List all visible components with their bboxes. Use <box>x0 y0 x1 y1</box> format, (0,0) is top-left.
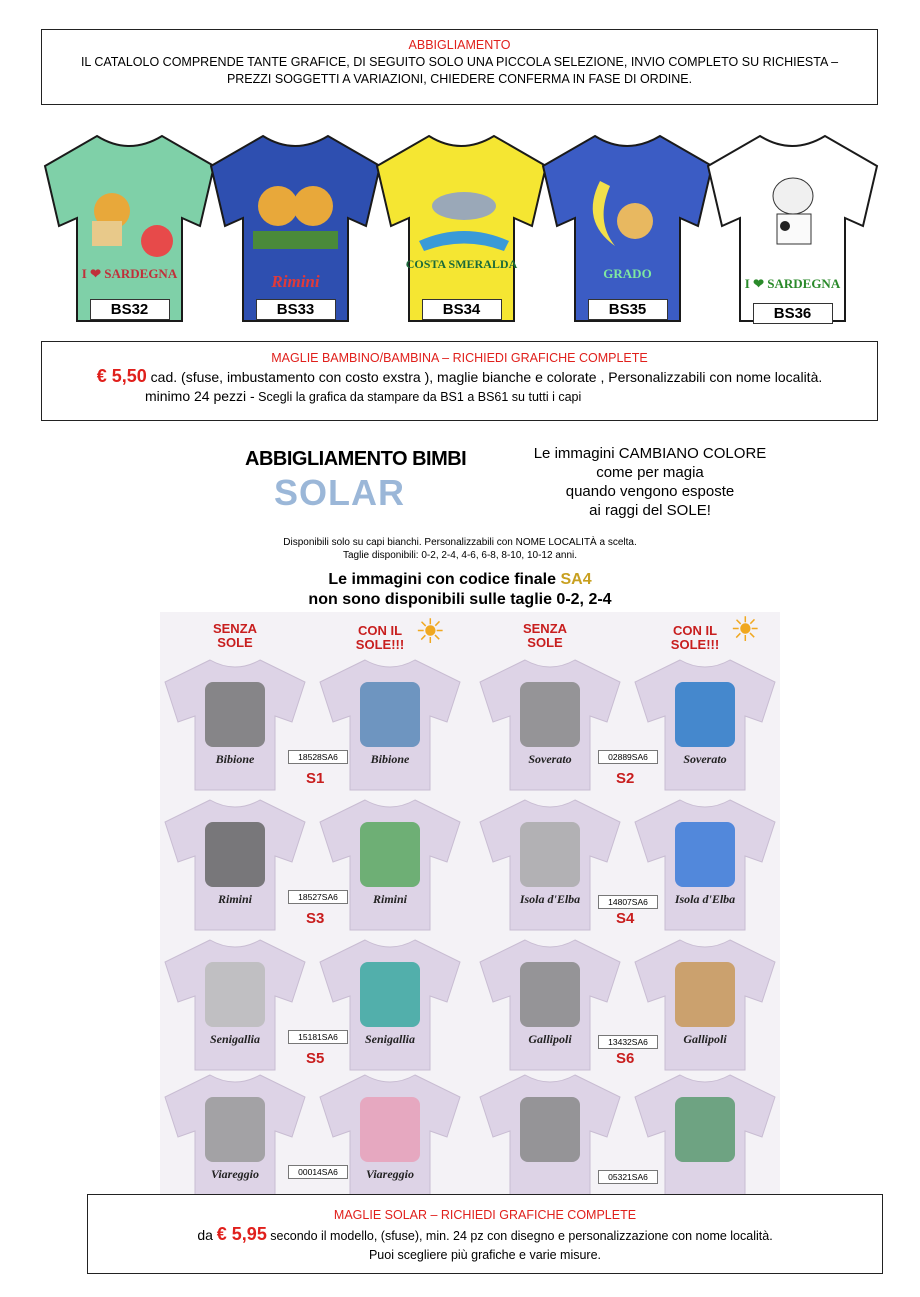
con-sole-label-2: CON IL SOLE!!! <box>670 623 720 652</box>
tshirt-icon <box>374 126 549 326</box>
shirt-print-text: Rimini <box>271 272 320 291</box>
place-name: Rimini <box>217 892 252 906</box>
shirt-code: BS35 <box>588 299 668 320</box>
tshirt-icon <box>160 932 310 1072</box>
sa4-notice <box>220 570 700 610</box>
design-number: S1 <box>306 770 325 787</box>
sun-icon: ☀ <box>415 613 446 651</box>
design-code: 18527SA6 <box>288 890 348 904</box>
price-line-1 <box>88 1225 882 1246</box>
design-code: 05321SA6 <box>598 1170 658 1184</box>
solar-availability <box>220 536 700 562</box>
solar-tshirt[interactable] <box>475 792 625 932</box>
solar-tshirt[interactable] <box>160 652 310 792</box>
place-name: Isola d'Elba <box>519 892 581 906</box>
availability-line-1: Disponibili solo su capi bianchi. Personalizzabili con NOME LOCALITÀ a scelta. <box>283 537 637 548</box>
catalog-notice-box <box>41 29 878 105</box>
price-box-title: MAGLIE SOLAR – RICHIEDI GRAFICHE COMPLETE <box>333 1208 637 1222</box>
tshirt-icon <box>630 652 780 792</box>
senza-sole-label-2: SENZA SOLE <box>522 621 568 650</box>
place-name: Soverato <box>528 752 572 766</box>
shirt-code: BS33 <box>256 299 336 320</box>
price-line-2 <box>42 387 877 406</box>
shirt-bs35[interactable] <box>540 126 715 326</box>
place-name: Gallipoli <box>683 1032 727 1046</box>
sa4-line-1 <box>220 570 700 590</box>
tshirt-icon <box>540 126 715 326</box>
solar-tshirt[interactable] <box>315 1067 465 1207</box>
solar-price-box <box>87 1194 883 1274</box>
tshirt-icon <box>315 652 465 792</box>
place-name: Senigallia <box>364 1032 415 1046</box>
design-code: 15181SA6 <box>288 1030 348 1044</box>
solar-tshirt[interactable] <box>315 652 465 792</box>
solar-tshirt[interactable] <box>160 932 310 1072</box>
solar-shirt-grid <box>160 612 780 1194</box>
place-name: Bibione <box>370 752 410 766</box>
solar-tshirt[interactable] <box>160 1067 310 1207</box>
design-number: S2 <box>616 770 635 787</box>
shirt-print-text: I ❤ SARDEGNA <box>744 276 841 291</box>
tshirt-icon <box>630 1067 780 1207</box>
solar-tshirt[interactable] <box>160 792 310 932</box>
price-details: cad. (sfuse, imbustamento con costo exstra ), maglie bianche e colorate , Personalizzabili con nome località. <box>146 369 823 385</box>
section-title: ABBIGLIAMENTO <box>408 38 511 52</box>
solar-tagline <box>500 444 800 520</box>
place-name: Viareggio <box>365 1167 414 1181</box>
tshirt-icon <box>475 932 625 1072</box>
place-name: Senigallia <box>209 1032 260 1046</box>
solar-wordmark: SOLAR <box>274 472 405 513</box>
tshirt-icon <box>630 792 780 932</box>
shirt-print-text: GRADO <box>603 266 652 281</box>
price-prefix: da <box>197 1227 217 1243</box>
shirt-bs32[interactable] <box>42 126 217 326</box>
tshirt-icon <box>160 1067 310 1207</box>
design-code: 14807SA6 <box>598 895 658 909</box>
tagline-line-2: come per magia <box>596 464 704 481</box>
con-sole-label-1: CON IL SOLE!!! <box>355 623 405 652</box>
design-number: S6 <box>616 1050 635 1067</box>
tshirt-icon <box>160 652 310 792</box>
design-number: S5 <box>306 1050 325 1067</box>
design-number: S3 <box>306 910 325 927</box>
place-name: Gallipoli <box>528 1032 572 1046</box>
minimum-order: minimo 24 pezzi - <box>145 388 255 404</box>
shirt-code: BS36 <box>753 303 833 324</box>
price-value: € 5,50 <box>96 366 147 386</box>
shirt-code: BS34 <box>422 299 502 320</box>
tshirt-icon <box>630 932 780 1072</box>
design-code: 13432SA6 <box>598 1035 658 1049</box>
tshirt-icon <box>42 126 217 326</box>
design-number: S4 <box>616 910 635 927</box>
tshirt-icon <box>315 1067 465 1207</box>
price-line-1 <box>42 367 877 387</box>
senza-sole-label-1: SENZA SOLE <box>212 621 258 650</box>
place-name: Soverato <box>683 752 727 766</box>
solar-tshirt[interactable] <box>475 932 625 1072</box>
sa4-code: SA4 <box>560 571 592 588</box>
tshirt-icon <box>315 792 465 932</box>
sun-icon: ☀ <box>730 611 761 649</box>
tshirt-icon <box>705 126 880 326</box>
design-code: 02889SA6 <box>598 750 658 764</box>
price-details: secondo il modello, (sfuse), min. 24 pz con disegno e personalizzazione con nome località. <box>266 1229 773 1243</box>
notice-line-1: IL CATALOLO COMPRENDE TANTE GRAFICE, DI SEGUITO SOLO UNA PICCOLA SELEZIONE, INVIO COMPLETO SU RICHIESTA – <box>80 55 839 69</box>
tagline-line-1: Le immagini CAMBIANO COLORE <box>533 445 767 462</box>
solar-tshirt[interactable] <box>630 932 780 1072</box>
tshirt-icon <box>160 792 310 932</box>
shirt-bs36[interactable] <box>705 126 880 326</box>
place-name: Rimini <box>372 892 407 906</box>
graphic-choice: Scegli la grafica da stampare da BS1 a BS61 su tutti i capi <box>254 390 582 404</box>
solar-tshirt[interactable] <box>315 792 465 932</box>
solar-tshirt[interactable] <box>475 1067 625 1207</box>
design-code: 18528SA6 <box>288 750 348 764</box>
solar-heading: ABBIGLIAMENTO BIMBI <box>245 448 467 470</box>
tshirt-icon <box>475 1067 625 1207</box>
place-name: Isola d'Elba <box>674 892 736 906</box>
price-line-2: Puoi scegliere più grafiche e varie misure. <box>368 1248 602 1262</box>
solar-tshirt[interactable] <box>630 792 780 932</box>
tagline-line-4: ai raggi del SOLE! <box>589 502 711 519</box>
solar-tshirt[interactable] <box>475 652 625 792</box>
tshirt-icon <box>475 792 625 932</box>
place-name: Bibione <box>215 752 255 766</box>
sa4-text: Le immagini con codice finale <box>328 571 561 588</box>
solar-tshirt[interactable] <box>630 652 780 792</box>
shirt-bs33[interactable] <box>208 126 383 326</box>
notice-line-2: PREZZI SOGGETTI A VARIAZIONI, CHIEDERE CONFERMA IN FASE DI ORDINE. <box>226 72 693 86</box>
kids-shirt-gallery <box>42 126 880 326</box>
tshirt-icon <box>315 932 465 1072</box>
place-name: Viareggio <box>210 1167 259 1181</box>
kids-price-box <box>41 341 878 421</box>
tagline-line-3: quando vengono esposte <box>565 483 735 500</box>
sa4-line-2: non sono disponibili sulle taglie 0-2, 2-4 <box>308 591 612 608</box>
shirt-code: BS32 <box>90 299 170 320</box>
shirt-print-text: COSTA SMERALDA <box>405 257 518 271</box>
shirt-bs34[interactable] <box>374 126 549 326</box>
price-box-title: MAGLIE BAMBINO/BAMBINA – RICHIEDI GRAFICHE COMPLETE <box>271 351 648 365</box>
solar-tshirt[interactable] <box>315 932 465 1072</box>
tshirt-icon <box>475 652 625 792</box>
price-value: € 5,95 <box>216 1224 267 1244</box>
solar-tshirt[interactable] <box>630 1067 780 1207</box>
design-code: 00014SA6 <box>288 1165 348 1179</box>
tshirt-icon <box>208 126 383 326</box>
sizes-line: Taglie disponibili: 0-2, 2-4, 4-6, 6-8, 8-10, 10-12 anni. <box>342 550 578 561</box>
shirt-print-text: I ❤ SARDEGNA <box>81 266 178 281</box>
